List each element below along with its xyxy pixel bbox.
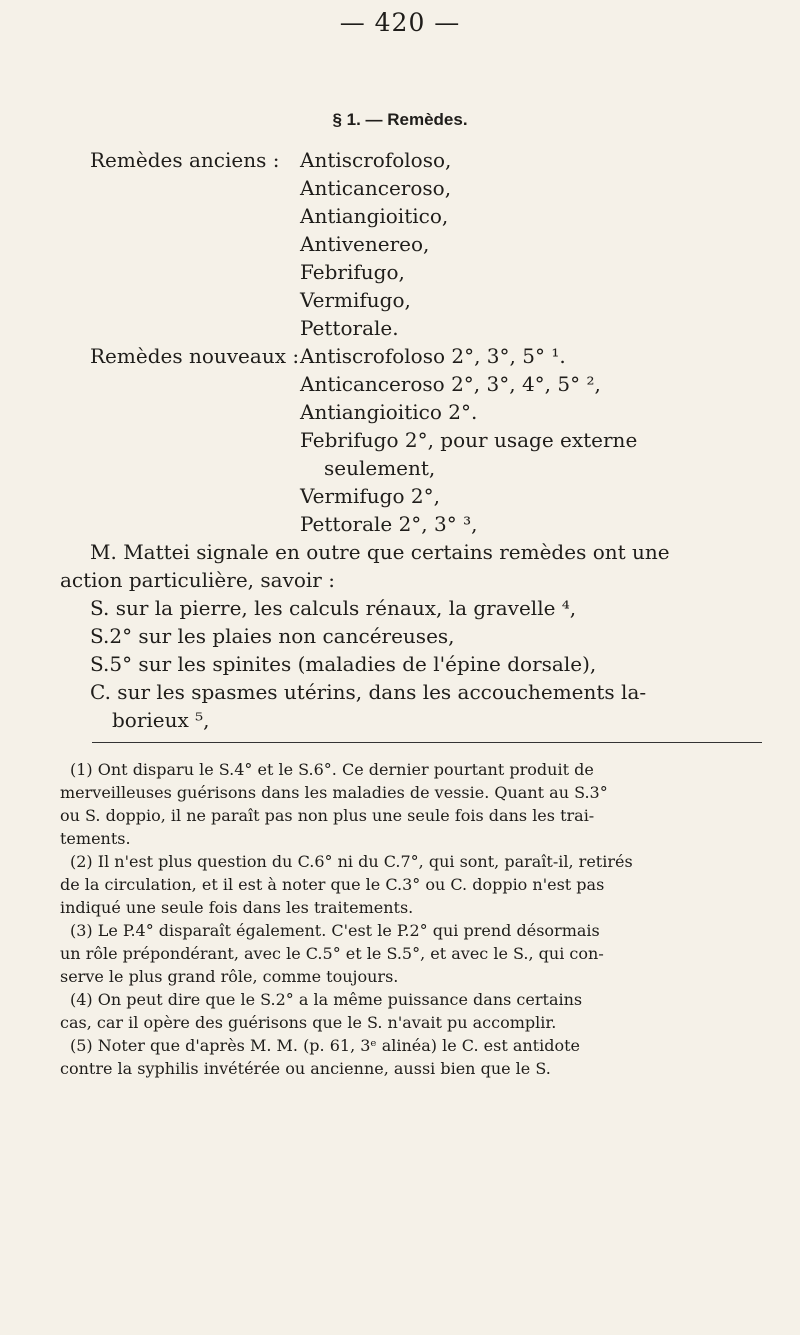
nouveau-item: Antiscrofoloso 2°, 3°, 5° ¹. (300, 344, 566, 368)
footnote-line: un rôle prépondérant, avec le C.5° et le S.5°, et avec le S., qui con- (60, 944, 604, 963)
page-number: — 420 — (339, 8, 461, 37)
ancien-item: Anticanceroso, (300, 176, 452, 200)
footnote-line: (3) Le P.4° disparaît également. C'est le P.2° qui prend désormais (70, 921, 600, 940)
paragraph-line: borieux ⁵, (112, 708, 210, 732)
footnote-line: contre la syphilis invétérée ou ancienne, aussi bien que le S. (60, 1059, 551, 1078)
nouveau-item: seulement, (324, 456, 436, 480)
remedes-nouveaux-label: Remèdes nouveaux : (90, 344, 300, 368)
ancien-item: Antiscrofoloso, (300, 148, 452, 172)
nouveau-item: Anticanceroso 2°, 3°, 4°, 5° ², (300, 372, 601, 396)
paragraph-line: S.5° sur les spinites (maladies de l'épine dorsale), (90, 652, 597, 676)
footnote-line: serve le plus grand rôle, comme toujours. (60, 967, 399, 986)
nouveau-item: Pettorale 2°, 3° ³, (300, 512, 478, 536)
footnote-line: (2) Il n'est plus question du C.6° ni du C.7°, qui sont, paraît-il, retirés (70, 852, 633, 871)
section-title: § 1. — Remèdes. (332, 110, 468, 129)
paragraph-line: action particulière, savoir : (60, 568, 335, 592)
nouveau-item: Febrifugo 2°, pour usage externe (300, 428, 638, 452)
footnote-line: (4) On peut dire que le S.2° a la même puissance dans certains (70, 990, 583, 1009)
footnote-line: cas, car il opère des guérisons que le S. n'avait pu accomplir. (60, 1013, 557, 1032)
paragraph-line: S. sur la pierre, les calculs rénaux, la gravelle ⁴, (90, 596, 577, 620)
footnote-line: merveilleuses guérisons dans les maladies de vessie. Quant au S.3° (60, 783, 608, 802)
footnote-line: (5) Noter que d'après M. M. (p. 61, 3ᵉ alinéa) le C. est antidote (70, 1036, 580, 1055)
paragraph-line: S.2° sur les plaies non cancéreuses, (90, 624, 455, 648)
ancien-item: Vermifugo, (300, 288, 411, 312)
ancien-item: Antivenereo, (300, 232, 430, 256)
nouveau-item: Vermifugo 2°, (300, 484, 440, 508)
ancien-item: Febrifugo, (300, 260, 405, 284)
footnote-line: indiqué une seule fois dans les traitements. (60, 898, 414, 917)
footnote-line: (1) Ont disparu le S.4° et le S.6°. Ce dernier pourtant produit de (70, 760, 594, 779)
paragraph-line: M. Mattei signale en outre que certains remèdes ont une (90, 540, 670, 564)
footnote-line: de la circulation, et il est à noter que le C.3° ou C. doppio n'est pas (60, 875, 605, 894)
footnote-rule (92, 742, 762, 743)
ancien-item: Pettorale. (300, 316, 399, 340)
paragraph-line: C. sur les spasmes utérins, dans les accouchements la- (90, 680, 647, 704)
nouveau-item: Antiangioitico 2°. (300, 400, 478, 424)
footnote-line: ou S. doppio, il ne paraît pas non plus une seule fois dans les trai- (60, 806, 595, 825)
remedes-anciens-label: Remèdes anciens : (90, 148, 280, 172)
footnote-line: tements. (60, 829, 131, 848)
ancien-item: Antiangioitico, (300, 204, 449, 228)
